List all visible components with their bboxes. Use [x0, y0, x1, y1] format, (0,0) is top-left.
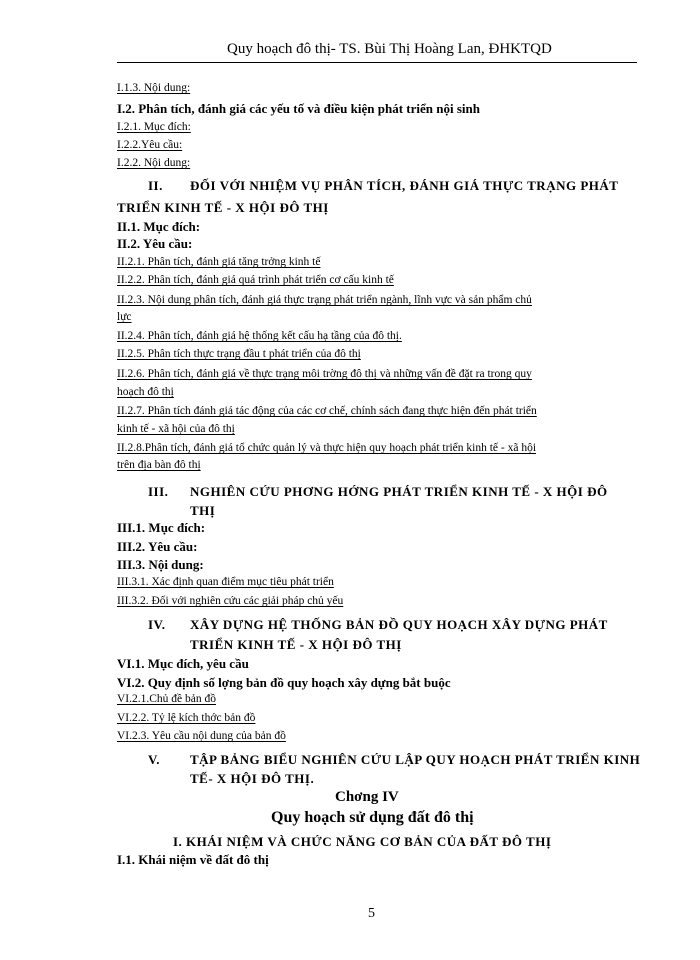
section-heading: I.2. Phân tích, đánh giá các yếu tố và điều kiện phát triển nội sinh [117, 101, 480, 116]
subsection-line: II.2.5. Phân tích thực trạng đầu t phát triển của đô thị [117, 348, 361, 360]
subsection-line: II.2.7. Phân tích đánh giá tác động của các cơ chế, chính sách đang thực hiện đến phát triển [117, 405, 537, 417]
subsection-line: VI.2.1.Chủ đề bản đồ [117, 693, 217, 705]
roman-numeral: III. [148, 484, 169, 499]
section-heading: II.1. Mục đích: [117, 219, 201, 234]
header-rule [117, 62, 637, 63]
chapter-label: Chơng IV [335, 789, 399, 805]
subsection-line: II.2.8.Phân tích, đánh giá tổ chức quản lý và thực hiện quy hoạch phát triển kinh tế - xã hội [117, 442, 537, 454]
roman-numeral: IV. [148, 617, 166, 632]
subsection-line: II.2.4. Phân tích, đánh giá hệ thống kết cấu hạ tầng của đô thị. [117, 330, 402, 342]
subsection-line: lực [117, 311, 132, 323]
major-heading: ĐỐI VỚI NHIỆM VỤ PHÂN TÍCH, ĐÁNH GIÁ THỰC TRẠNG PHÁT [190, 178, 619, 193]
section-heading: II.2. Yêu cầu: [117, 236, 193, 251]
section-heading: VI.1. Mục đích, yêu cầu [117, 656, 249, 671]
subsection-line: kinh tế - xã hội của đô thị [117, 423, 235, 435]
subsection-line: I.1.3. Nội dung: [117, 82, 191, 94]
major-heading: XÂY DỰNG HỆ THỐNG BẢN ĐỒ QUY HOẠCH XÂY DỰNG PHÁT [190, 617, 608, 632]
subsection-line: II.2.1. Phân tích, đánh giá tăng trởng kinh tế [117, 256, 321, 268]
section-heading: III.2. Yêu cầu: [117, 539, 198, 554]
subsection-line: hoạch đô thị [117, 386, 174, 398]
subsection-line: VI.2.3. Yêu cầu nội dung của bản đồ [117, 730, 286, 742]
subsection-line: II.2.3. Nội dung phân tích, đánh giá thực trạng phát triển ngành, lĩnh vực và sản phẩm chủ [117, 294, 532, 306]
major-heading: TẾ- X HỘI ĐÔ THỊ. [190, 771, 315, 786]
section-heading: I.1. Khái niệm về đất đô thị [117, 852, 269, 867]
subsection-line: I.2.1. Mục đích: [117, 121, 191, 133]
major-heading: TẬP BẢNG BIỂU NGHIÊN CỨU LẬP QUY HOẠCH PHÁT TRIỂN KINH [190, 752, 641, 767]
major-heading: TRIỂN KINH TẾ - X HỘI ĐÔ THỊ [117, 200, 329, 215]
subsection-line: III.3.1. Xác định quan điểm mục tiêu phát triển [117, 576, 334, 588]
subsection-line: III.3.2. Đối với nghiên cứu các giải pháp chủ yếu [117, 595, 344, 607]
roman-numeral: V. [148, 752, 160, 767]
roman-numeral: II. [148, 178, 163, 193]
section-heading: III.1. Mục đích: [117, 520, 206, 535]
major-heading: NGHIÊN CỨU PHƠNG HỚNG PHÁT TRIỂN KINH TẾ - X HỘI ĐÔ [190, 484, 608, 499]
section-heading: III.3. Nội dung: [117, 557, 204, 572]
section-heading: VI.2. Quy định số lợng bản đồ quy hoạch xây dựng bắt buộc [117, 675, 451, 690]
subsection-line: II.2.2. Phân tích, đánh giá quá trình phát triển cơ cấu kinh tế [117, 274, 394, 286]
subsection-line: I.2.2. Nội dung: [117, 157, 191, 169]
chapter-title: Quy hoạch sử dụng đất đô thị [271, 809, 474, 826]
subsection-line: II.2.6. Phân tích, đánh giá về thực trạng môi trờng đô thị và những vấn đề đặt ra trong quy [117, 368, 532, 380]
subsection-line: trên địa bàn đô thị [117, 459, 201, 471]
running-header: Quy hoạch đô thị- TS. Bùi Thị Hoàng Lan, ĐHKTQD [227, 41, 552, 57]
subsection-line: I.2.2.Yêu cầu: [117, 139, 183, 151]
subsection-line: VI.2.2. Tỷ lệ kích thớc bản đồ [117, 712, 256, 724]
major-heading: THỊ [190, 503, 216, 518]
major-heading: TRIỂN KINH TẾ - X HỘI ĐÔ THỊ [190, 637, 402, 652]
page-number: 5 [368, 906, 375, 921]
major-heading: I. KHÁI NIỆM VÀ CHỨC NĂNG CƠ BẢN CỦA ĐẤT ĐÔ THỊ [173, 834, 552, 849]
